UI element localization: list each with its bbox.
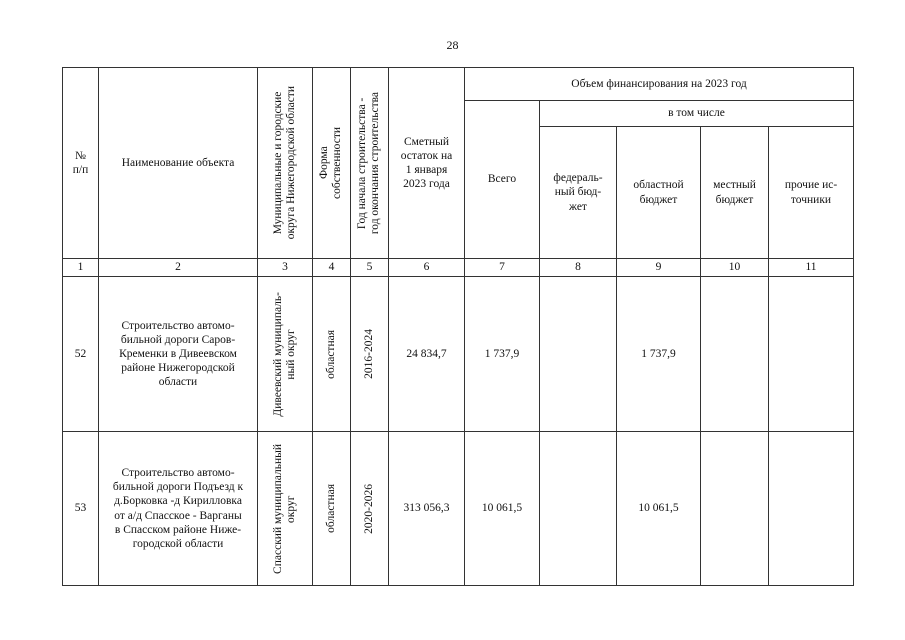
column-number: 5: [351, 259, 389, 277]
row-regional: 1 737,9: [617, 277, 701, 432]
column-number: 3: [258, 259, 313, 277]
header-name: Наименование объекта: [99, 68, 258, 259]
header-federal: федераль- ный бюд- жет: [540, 127, 617, 259]
financing-table: [62, 67, 854, 586]
header-district: Муниципальные и городские округа Нижегородской области: [258, 68, 313, 259]
row-years: 2020-2026: [351, 432, 389, 586]
column-number: 2: [99, 259, 258, 277]
row-district: Спасский муниципальный округ: [258, 432, 313, 586]
page-number: 28: [446, 38, 459, 52]
row-federal: [540, 277, 617, 432]
header-regional: областной бюджет: [617, 127, 701, 259]
row-remainder: 313 056,3: [389, 432, 465, 586]
header-other: прочие ис- точники: [769, 127, 854, 259]
header-including: в том числе: [540, 101, 854, 127]
row-local: [701, 432, 769, 586]
column-number: 7: [465, 259, 540, 277]
row-regional: 10 061,5: [617, 432, 701, 586]
header-row-1: [63, 68, 854, 101]
row-local: [701, 277, 769, 432]
row-total: 10 061,5: [465, 432, 540, 586]
row-other: [769, 432, 854, 586]
column-number: 6: [389, 259, 465, 277]
row-ownership: областная: [313, 277, 351, 432]
row-num: 53: [63, 432, 99, 586]
row-remainder: 24 834,7: [389, 277, 465, 432]
row-num: 52: [63, 277, 99, 432]
table-row: [63, 277, 854, 432]
header-total: Всего: [465, 101, 540, 259]
header-num: № п/п: [63, 68, 99, 259]
row-ownership: областная: [313, 432, 351, 586]
header-ownership: Форма собственности: [313, 68, 351, 259]
column-number: 1: [63, 259, 99, 277]
column-number: 4: [313, 259, 351, 277]
row-years: 2016-2024: [351, 277, 389, 432]
row-federal: [540, 432, 617, 586]
column-number: 8: [540, 259, 617, 277]
row-object-name: Строительство автомо- бильной дороги Подъезд к д.Борковка -д Кирилловка от а/д Спасское - Варганы в Спасском районе Ниже- городской области: [99, 432, 258, 586]
row-object-name: Строительство автомо- бильной дороги Саров- Кременки в Дивеевском районе Нижегородской области: [99, 277, 258, 432]
header-years: Год начала строительства - год окончания строительства: [351, 68, 389, 259]
column-number: 11: [769, 259, 854, 277]
header-local: местный бюджет: [701, 127, 769, 259]
row-other: [769, 277, 854, 432]
row-district: Дивеевский муниципаль- ный округ: [258, 277, 313, 432]
header-remainder: Сметный остаток на 1 января 2023 года: [389, 68, 465, 259]
header-financing: Объем финансирования на 2023 год: [465, 68, 854, 101]
column-number: 9: [617, 259, 701, 277]
column-number-row: [63, 259, 854, 277]
table-row: [63, 432, 854, 586]
row-total: 1 737,9: [465, 277, 540, 432]
column-number: 10: [701, 259, 769, 277]
